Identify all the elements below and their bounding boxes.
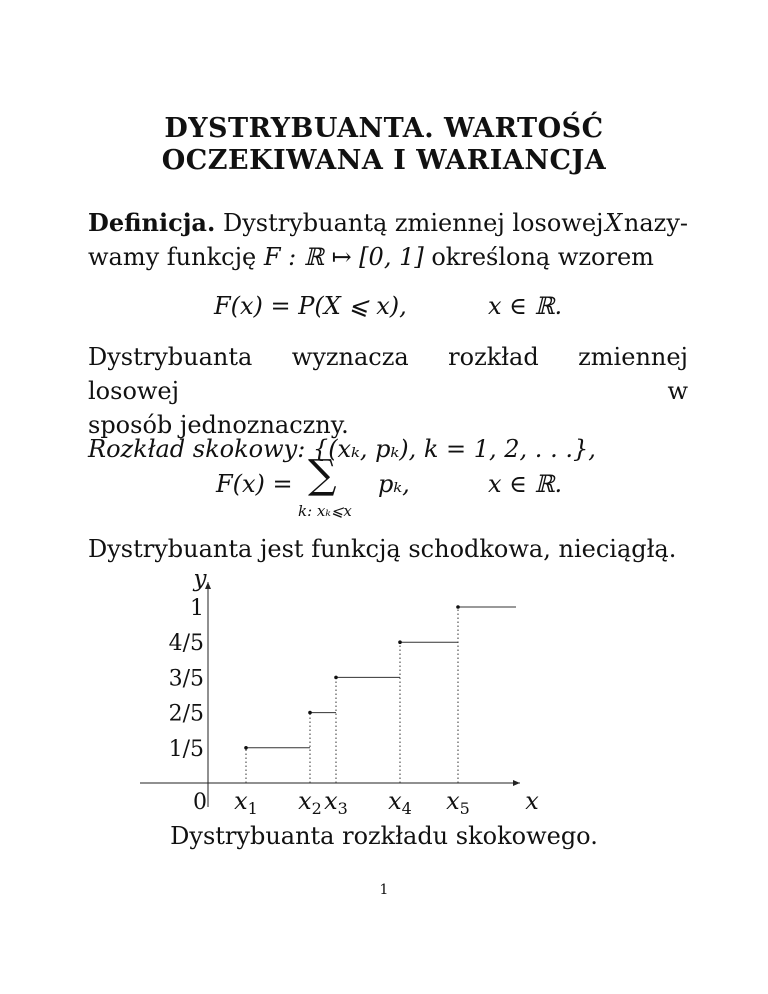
variable-X: X: [605, 209, 623, 237]
uniqueness-line-2: sposób jednoznaczny.: [88, 411, 349, 439]
x-axis-label: x: [525, 787, 539, 815]
x-tick-label: $x_2$: [298, 787, 322, 818]
x-tick-label: $x_3$: [324, 787, 348, 818]
chart-caption: Dystrybuanta rozkładu skokowego.: [170, 822, 598, 850]
y-tick-label: 1/5: [168, 736, 204, 762]
step-point: [398, 640, 402, 644]
discrete-formula-domain: x ∈ ℝ.: [488, 470, 563, 498]
cdf-formula: F(x) = P(X ⩽ x),: [214, 292, 407, 320]
definition-text-2: nazy-: [623, 209, 688, 237]
discrete-label: Rozkład skokowy:: [88, 435, 306, 463]
definition-line2-text: wamy funkcję: [88, 243, 257, 271]
uniqueness-line-1: Dystrybuanta wyznacza rozkład zmiennej losowej w: [88, 343, 688, 405]
x-tick-label: $x_5$: [446, 787, 470, 818]
y-tick-label: 4/5: [168, 631, 204, 657]
sum-subscript: k: xₖ⩽x: [298, 502, 352, 520]
x-tick-label: $x_4$: [388, 787, 412, 818]
sum-symbol: ∑: [308, 452, 337, 498]
y-tick-label: 2/5: [168, 701, 204, 727]
y-tick-label: 3/5: [168, 666, 204, 692]
chart-layer: [140, 566, 539, 818]
definition-text-1: Dystrybuantą zmiennej losowej: [222, 209, 604, 237]
step-function-paragraph: Dystrybuanta jest funkcją schodkowa, nieciągłą.: [88, 535, 677, 563]
function-signature: F : ℝ ↦ [0, 1]: [263, 243, 424, 271]
page-title-line-2: OCZEKIWANA I WARIANCJA: [161, 145, 607, 176]
discrete-formula-lhs: F(x) =: [216, 470, 293, 498]
y-axis-label: y: [193, 566, 207, 592]
step-point: [308, 711, 312, 715]
discrete-formula-summand: pₖ,: [378, 470, 410, 498]
origin-label: 0: [193, 790, 207, 815]
x-tick-label: $x_1$: [234, 787, 258, 818]
page-title-line-1: DYSTRYBUANTA. WARTOŚĆ: [164, 113, 604, 144]
y-tick-label: 1: [190, 596, 204, 621]
step-point: [334, 676, 338, 680]
definition-label: Definicja.: [88, 208, 216, 237]
discrete-set: {(xₖ, pₖ), k = 1, 2, . . .},: [312, 435, 596, 463]
page-number: 1: [379, 882, 389, 898]
x-axis-arrow: [513, 780, 520, 786]
cdf-formula-domain: x ∈ ℝ.: [488, 292, 563, 320]
step-point: [244, 746, 248, 750]
step-point: [456, 605, 460, 609]
definition-line2-tail: określoną wzorem: [431, 243, 654, 271]
